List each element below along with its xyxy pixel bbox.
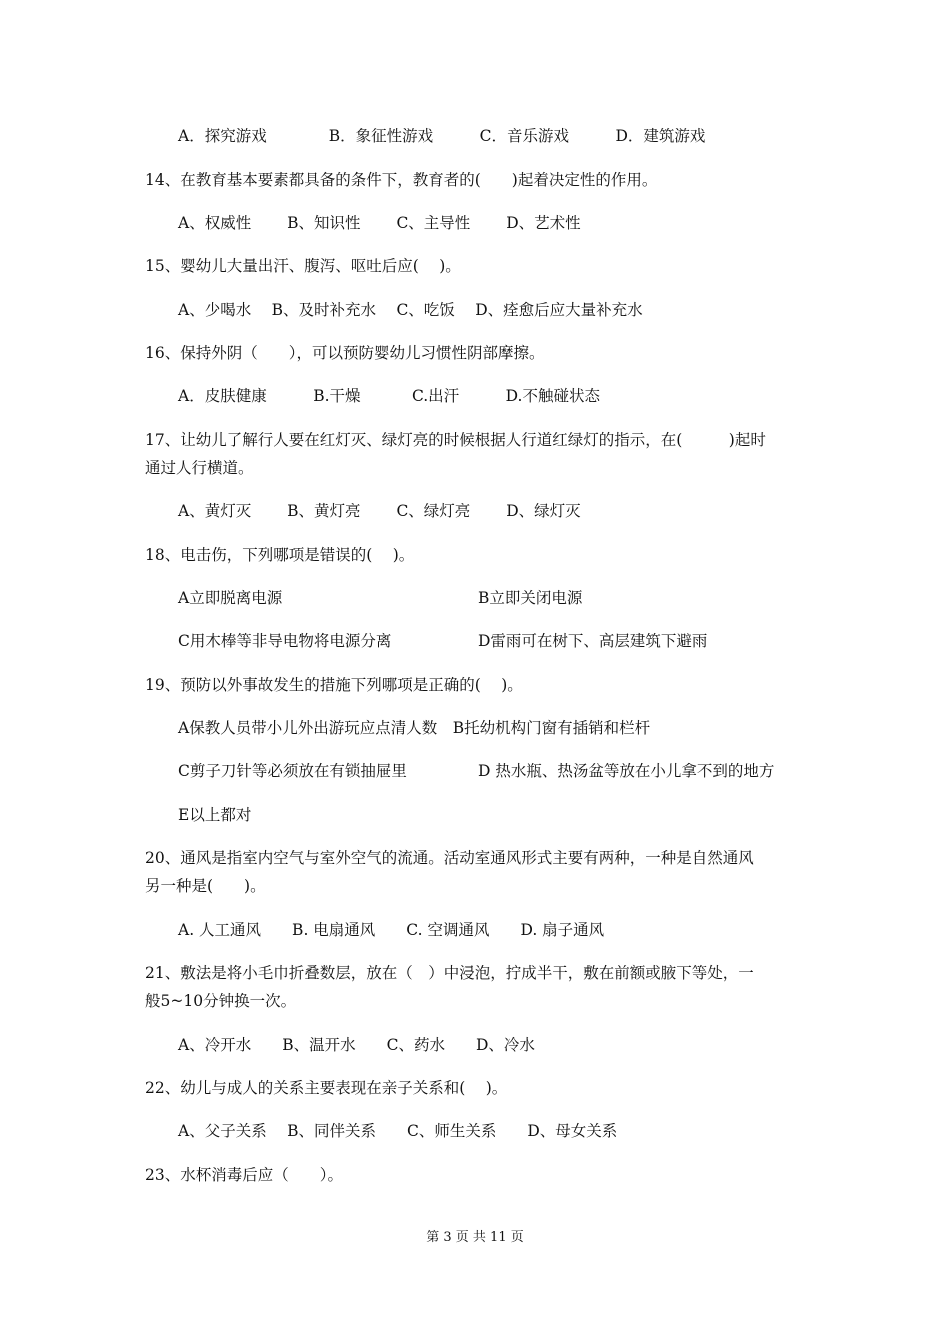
question-text: 14、在教育基本要素都具备的条件下，教育者的( )起着决定性的作用。 [145,171,658,189]
question-text: 15、婴幼儿大量出汗、腹泻、呕吐后应( )。 [145,257,461,275]
question-text: 18、电击伤，下列哪项是错误的( )。 [145,546,415,564]
question-text: 17、让幼儿了解行人要在红灯灭、绿灯亮的时候根据人行道红绿灯的指示，在( )起时 [145,431,766,449]
question-text: 19、预防以外事故发生的措施下列哪项是正确的( )。 [145,676,523,694]
question-text: 般5~10分钟换一次。 [145,992,297,1010]
question-text: 21、敷法是将小毛巾折叠数层，放在（ ）中浸泡，拧成半干，敷在前额或腋下等处，一 [145,964,754,982]
option-text: D 热水瓶、热汤盆等放在小儿拿不到的地方 [478,762,775,780]
question-text: 22、幼儿与成人的关系主要表现在亲子关系和( )。 [145,1079,508,1097]
option-text: D雷雨可在树下、高层建筑下避雨 [478,632,708,650]
option-text: A、权威性 B、知识性 C、主导性 D、艺术性 [178,214,581,232]
option-text: A立即脱离电源 [178,589,283,607]
question-text: 20、通风是指室内空气与室外空气的流通。活动室通风形式主要有两种，一种是自然通风 [145,849,754,867]
option-text: A．探究游戏 B．象征性游戏 C．音乐游戏 D．建筑游戏 [178,127,706,145]
option-text: A、父子关系 B、同伴关系 C、师生关系 D、母女关系 [178,1122,618,1140]
option-text: A．皮肤健康 B.干燥 C.出汗 D.不触碰状态 [178,387,600,405]
option-text: A保教人员带小儿外出游玩应点清人数 B托幼机构门窗有插销和栏杆 [178,719,651,737]
option-text: A、黄灯灭 B、黄灯亮 C、绿灯亮 D、绿灯灭 [178,502,581,520]
option-text: E以上都对 [178,806,252,824]
option-text: A、少喝水 B、及时补充水 C、吃饭 D、痊愈后应大量补充水 [178,301,643,319]
option-text: C用木棒等非导电物将电源分离 [178,632,392,650]
question-text: 通过人行横道。 [145,459,254,477]
option-text: B立即关闭电源 [478,589,583,607]
option-text: C剪子刀针等必须放在有锁抽屉里 [178,762,407,780]
question-text: 23、水杯消毒后应（ ）。 [145,1166,343,1184]
option-text: A、冷开水 B、温开水 C、药水 D、冷水 [178,1036,535,1054]
question-text: 16、保持外阴（ ），可以预防婴幼儿习惯性阴部摩擦。 [145,344,545,362]
option-text: A. 人工通风 B. 电扇通风 C. 空调通风 D. 扇子通风 [178,921,605,939]
question-text: 另一种是( )。 [145,877,266,895]
page-footer: 第 3 页 共 11 页 [426,1230,524,1245]
